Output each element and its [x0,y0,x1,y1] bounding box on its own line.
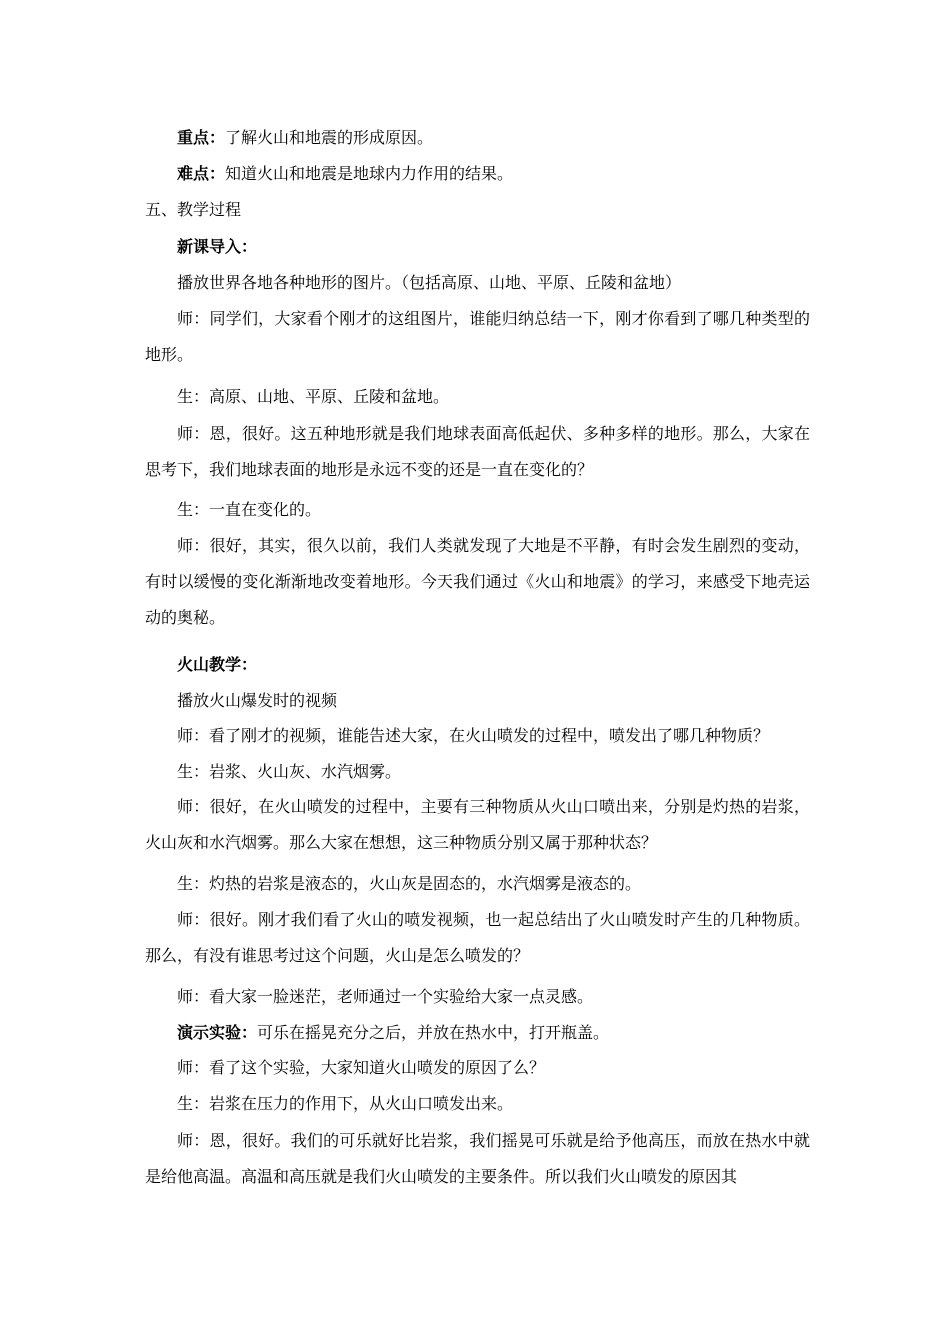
volcano-heading: 火山教学： [177,655,258,674]
demo-experiment [145,1015,810,1051]
paragraph: 师：很好，其实，很久以前，我们人类就发现了大地是不平静，有时会发生剧烈的变动，有时以缓慢的变化渐渐地改变着地形。今天我们通过《火山和地震》的学习，来感受下地壳运动的奥秘。 [145,536,810,627]
section-heading: 五、教学过程 [145,200,242,219]
paragraph: 师：很好，在火山喷发的过程中，主要有三种物质从火山口喷出来，分别是灼热的岩浆，火山灰和水汽烟雾。那么大家在想想，这三种物质分别又属于那种状态？ [145,797,810,852]
paragraph: 师：看了刚才的视频，谁能告述大家，在火山喷发的过程中，喷发出了哪几种物质？ [177,726,770,745]
paragraph: 师：看了这个实验，大家知道火山喷发的原因了么？ [177,1058,546,1077]
difficult-point-label: 难点： [177,164,226,183]
key-point-label: 重点： [177,128,226,147]
paragraph: 师：恩，很好。我们的可乐就好比岩浆，我们摇晃可乐就是给予他高压，而放在热水中就是给他高温。高温和高压就是我们火山喷发的主要条件。所以我们火山喷发的原因其 [145,1131,810,1186]
paragraph: 师：很好。刚才我们看了火山的喷发视频，也一起总结出了火山喷发时产生的几种物质。那么，有没有谁思考过这个问题，火山是怎么喷发的？ [145,910,810,965]
difficult-point [145,156,810,192]
paragraph: 生：高原、山地、平原、丘陵和盆地。 [177,387,450,406]
difficult-point-text: 知道火山和地震是地球内力作用的结果。 [225,164,514,183]
paragraph: 生：岩浆在压力的作用下，从火山口喷发出来。 [177,1094,514,1113]
paragraph: 生：一直在变化的。 [177,500,322,519]
paragraph: 师：看大家一脸迷茫，老师通过一个实验给大家一点灵感。 [177,987,594,1006]
key-point [145,120,810,156]
demo-label: 演示实验： [177,1023,258,1042]
paragraph: 师：同学们，大家看个刚才的这组图片，谁能归纳总结一下，刚才你看到了哪几种类型的地形。 [145,309,810,364]
demo-text: 可乐在摇晃充分之后，并放在热水中，打开瓶盖。 [257,1023,610,1042]
paragraph: 播放火山爆发时的视频 [177,691,338,710]
paragraph: 师：恩，很好。这五种地形就是我们地球表面高低起伏、多种多样的地形。那么，大家在思考下，我们地球表面的地形是永远不变的还是一直在变化的？ [145,424,810,479]
paragraph: 生：岩浆、火山灰、水汽烟雾。 [177,762,402,781]
intro-heading: 新课导入： [177,237,258,256]
paragraph: 播放世界各地各种地形的图片。（包括高原、山地、平原、丘陵和盆地） [177,273,682,292]
key-point-text: 了解火山和地震的形成原因。 [225,128,434,147]
paragraph: 生：灼热的岩浆是液态的，火山灰是固态的，水汽烟雾是液态的。 [177,874,642,893]
